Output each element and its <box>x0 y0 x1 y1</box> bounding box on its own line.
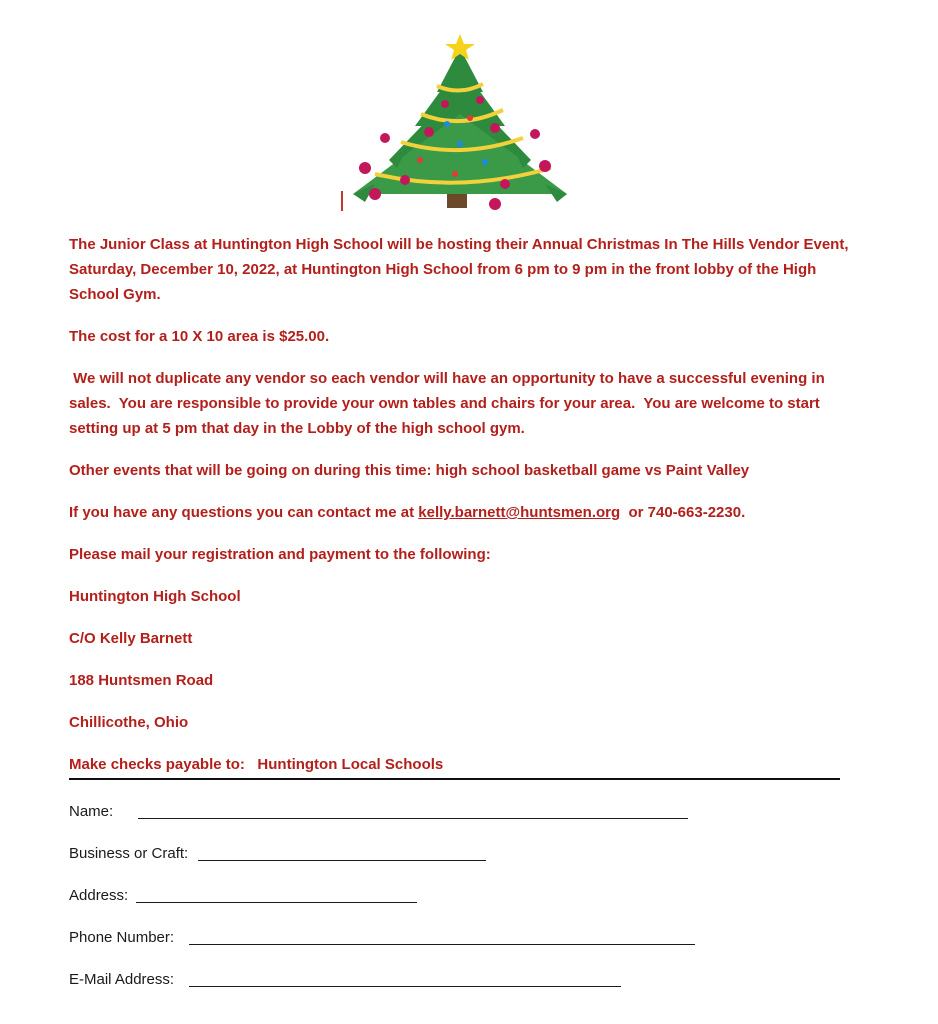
cost-paragraph: The cost for a 10 X 10 area is $25.00. <box>69 328 330 345</box>
name-label: Name: <box>69 803 114 820</box>
name-field[interactable] <box>138 818 688 819</box>
other-events-paragraph: Other events that will be going on during this time: high school basketball game vs Paint Valley <box>69 462 750 479</box>
address-line-care-of: C/O Kelly Barnett <box>69 630 193 647</box>
address-line-school: Huntington High School <box>69 588 241 605</box>
name-row <box>69 800 849 842</box>
policy-paragraph: We will not duplicate any vendor so each vendor will have an opportunity to have a successful evening in sales. You are responsible to provide your own tables and chairs for your area. You are welcome to start setting up at 5 pm that day in the Lobby of the high school gym. <box>69 370 829 437</box>
phone-field[interactable] <box>189 944 695 945</box>
address-label: Address: <box>69 887 129 904</box>
contact-prefix: If you have any questions you can contact me at <box>69 504 419 521</box>
phone-label: Phone Number: <box>69 929 175 946</box>
registration-form <box>69 800 849 1010</box>
flyer-body <box>69 232 849 794</box>
email-row <box>69 968 849 1010</box>
checks-payable: Make checks payable to: Huntington Local Schools <box>69 756 444 773</box>
contact-suffix: or 740-663-2230. <box>620 504 746 521</box>
business-field[interactable] <box>198 860 486 861</box>
christmas-tree-image <box>345 34 575 214</box>
address-row <box>69 884 849 926</box>
contact-email-link[interactable]: kelly.barnett@huntsmen.org <box>418 504 621 521</box>
email-label: E-Mail Address: <box>69 971 175 988</box>
address-line-street: 188 Huntsmen Road <box>69 672 214 689</box>
business-label: Business or Craft: <box>69 845 189 862</box>
business-row <box>69 842 849 884</box>
contact-paragraph <box>69 500 849 525</box>
address-field[interactable] <box>136 902 417 903</box>
mail-intro: Please mail your registration and payment to the following: <box>69 546 491 563</box>
phone-row <box>69 926 849 968</box>
text-cursor <box>341 191 343 211</box>
intro-paragraph: The Junior Class at Huntington High School will be hosting their Annual Christmas In The Hills Vendor Event, Saturday, December 10, 2022, at Huntington High School from 6 pm to 9 pm in the front lobby of the High School Gym. <box>69 236 849 303</box>
section-divider <box>69 778 840 780</box>
christmas-tree-icon <box>345 34 575 214</box>
address-line-city: Chillicothe, Ohio <box>69 714 189 731</box>
email-field[interactable] <box>189 986 621 987</box>
